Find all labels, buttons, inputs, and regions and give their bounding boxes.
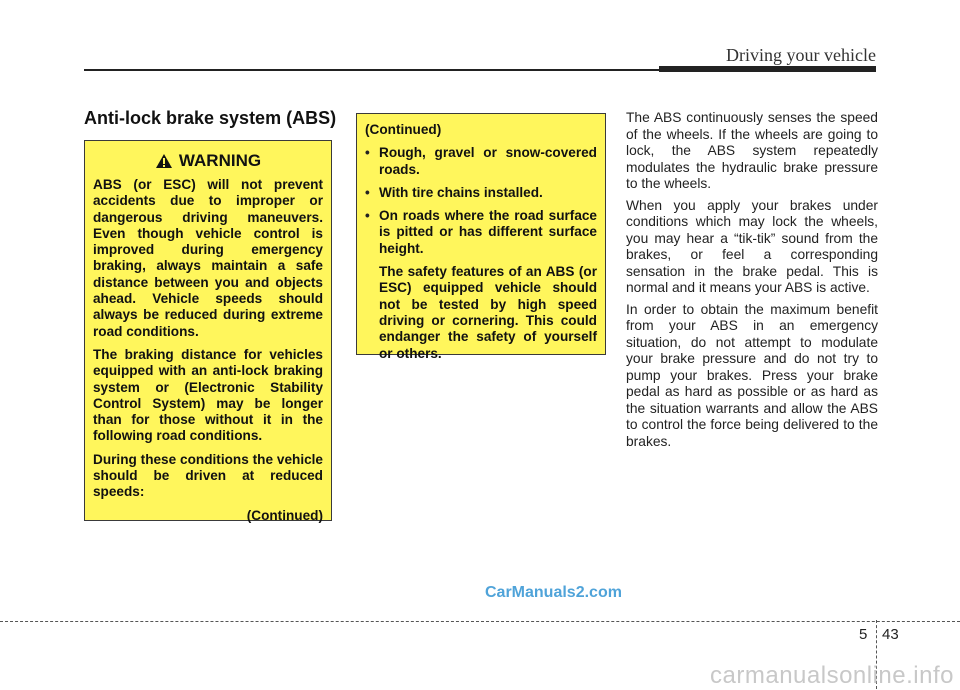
chapter-number: 5 [859, 626, 868, 643]
watermark-carmanuals2[interactable]: CarManuals2.com [485, 584, 622, 601]
continued-warning-box [356, 113, 606, 361]
bullet-text: With tire chains installed. [379, 184, 543, 200]
bullet-text: Rough, gravel or snow-covered roads. [379, 145, 597, 177]
safety-note: The safety features of an ABS (or ESC) equipped vehicle should not be tested by high speed driving or cornering. This could endanger the safety of yourself or others. [379, 264, 597, 361]
bullet-icon: • [365, 208, 370, 224]
warning-title-text: WARNING [178, 151, 262, 170]
header-title: Driving your vehicle [726, 45, 876, 65]
header-rule-accent [659, 66, 876, 72]
warning-triangle-icon [155, 153, 173, 169]
watermark-carmanualsonline[interactable]: carmanualsonline.info [710, 662, 954, 689]
body-paragraph-2: When you apply your brakes under conditions which may lock the wheels, you may hear a “tik-tik” sound from the brakes, or feel a corresponding sensation in the brake pedal. This is normal and it means your ABS is active. [626, 197, 878, 295]
body-paragraph-1: The ABS continuously senses the speed of the wheels. If the wheels are going to lock, the ABS system repeatedly modulates the hydraulic brake pressure to the wheels. [626, 110, 878, 191]
bullet-text: On roads where the road surface is pitted or has different surface height. [379, 208, 597, 256]
body-paragraph-3: In order to obtain the maximum benefit from your ABS in an emergency situation, do not attempt to modulate your brake pressure and do not try to pump your brakes. Press your brake pedal as hard as possible or as hard as the situation warrants and allow the ABS to control the force being delivered to the brakes. [626, 301, 878, 449]
section-heading: Anti-lock brake system (ABS) [84, 108, 337, 128]
bullet-icon: • [365, 184, 370, 200]
warning-box [84, 140, 332, 521]
list-item [365, 145, 597, 178]
warning-paragraph-3: During these conditions the vehicle should be driven at reduced speeds: [93, 451, 323, 500]
list-item [365, 208, 597, 257]
continued-heading: (Continued) [365, 122, 442, 137]
footer-divider [0, 621, 960, 622]
list-item [365, 185, 597, 201]
page-number: 43 [882, 626, 899, 643]
body-text-column [626, 110, 878, 455]
warning-paragraph-2: The braking distance for vehicles equipped with an anti-lock braking system or (Electronic Stability Control System) may be longer than for those without it in the following road conditions. [93, 346, 323, 444]
warning-continued-label: (Continued) [246, 507, 323, 523]
warning-paragraph-1: ABS (or ESC) will not prevent accidents due to improper or dangerous driving maneuvers. Even though vehicle control is improved during emergency braking, always maintain a safe distance between you and objects ahead. Vehicle speeds should always be reduced during extreme road conditions. [93, 177, 323, 339]
warning-title [93, 151, 323, 171]
bullet-icon: • [365, 145, 370, 161]
